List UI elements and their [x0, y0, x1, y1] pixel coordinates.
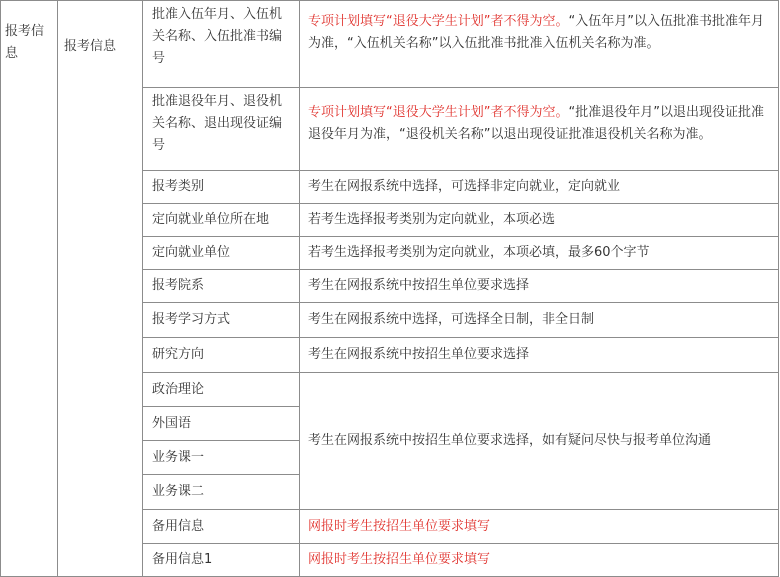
field-cell	[142, 203, 300, 237]
field-label: 批准退役年月、退役机关名称、退出现役证编号	[152, 94, 283, 153]
field-cell	[142, 87, 300, 171]
note-cell	[299, 87, 779, 171]
note-cell	[299, 337, 779, 373]
field-label: 报考学习方式	[152, 312, 231, 327]
field-label: 研究方向	[152, 347, 205, 362]
note-text: 考生在网报系统中选择，可选择非定向就业，定向就业	[308, 179, 621, 194]
note-text: 考生在网报系统中按招生单位要求选择	[308, 347, 530, 362]
note-text: “入伍年月”以入伍批准书批准年月为准，“入伍机关名称”以入伍批准书批准入伍机关名称为准。	[308, 14, 764, 51]
field-label: 业务课一	[152, 449, 205, 465]
field-label: 备用信息	[152, 518, 205, 534]
note-cell	[299, 302, 779, 338]
note-cell	[299, 236, 779, 270]
field-cell	[142, 372, 300, 407]
field-cell	[142, 0, 300, 88]
subsection-label: 报考信息	[64, 39, 117, 54]
note-cell	[299, 0, 779, 88]
note-text: 考生在网报系统中选择，可选择全日制，非全日制	[308, 312, 595, 327]
field-cell	[142, 543, 300, 577]
section-label: 报考信息	[5, 24, 45, 61]
note-text: “批准退役年月”以退出现役证批准退役年月为准，“退役机关名称”以退出现役证批准退役机关名称为准。	[308, 105, 764, 142]
field-label: 外国语	[152, 415, 192, 431]
note-cell	[299, 509, 779, 544]
field-cell	[142, 236, 300, 270]
field-cell	[142, 406, 300, 441]
field-label: 批准入伍年月、入伍机关名称、入伍批准书编号	[152, 7, 283, 66]
note-warning: 专项计划填写“退役大学生计划”者不得为空。	[308, 14, 569, 29]
field-cell	[142, 337, 300, 373]
field-cell	[142, 269, 300, 303]
field-label: 业务课二	[152, 484, 205, 499]
note-cell	[299, 543, 779, 577]
field-cell	[142, 474, 300, 510]
merged-note-text: 考生在网报系统中按招生单位要求选择，如有疑问尽快与报考单位沟通	[308, 433, 712, 448]
subsection-label-cell	[57, 0, 143, 577]
note-warning: 专项计划填写“退役大学生计划”者不得为空。	[308, 105, 569, 120]
field-label: 定向就业单位	[152, 245, 231, 260]
note-warning: 网报时考生按招生单位要求填写	[308, 552, 491, 567]
field-label: 定向就业单位所在地	[152, 212, 270, 227]
field-cell	[142, 440, 300, 475]
note-cell	[299, 269, 779, 303]
field-cell	[142, 509, 300, 544]
field-cell	[142, 302, 300, 338]
field-label: 报考类别	[152, 179, 205, 194]
note-text: 若考生选择报考类别为定向就业，本项必填，最多60个字节	[308, 245, 650, 260]
merged-note-cell	[299, 372, 779, 510]
note-warning: 网报时考生按招生单位要求填写	[308, 518, 491, 534]
note-cell	[299, 203, 779, 237]
section-label-cell	[0, 0, 58, 577]
note-cell	[299, 170, 779, 204]
field-label: 政治理论	[152, 381, 205, 397]
field-label: 备用信息1	[152, 552, 213, 567]
field-cell	[142, 170, 300, 204]
field-label: 报考院系	[152, 278, 205, 293]
note-text: 考生在网报系统中按招生单位要求选择	[308, 278, 530, 293]
note-text: 若考生选择报考类别为定向就业，本项必选	[308, 212, 556, 227]
